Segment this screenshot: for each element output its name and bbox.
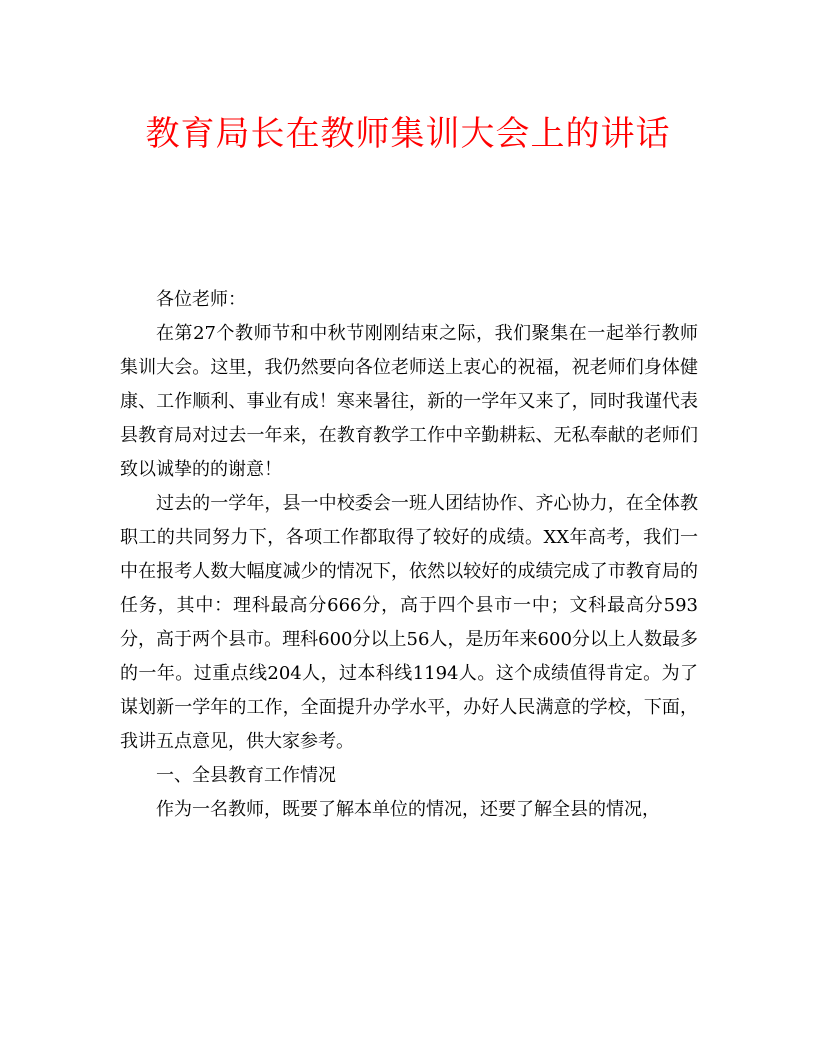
document-title: 教育局长在教师集训大会上的讲话 xyxy=(145,114,671,154)
paragraph-opening: 在第27个教师节和中秋节刚刚结束之际，我们聚集在一起举行教师集训大会。这里，我仍然要向各位老师送上衷心的祝福，祝老师们身体健康、工作顺利、事业有成！寒来暑往，新的一学年又来了，同时我谨代表县教育局对过去一年来，在教育教学工作中辛勤耕耘、无私奉献的老师们致以诚挚的的谢意！ xyxy=(120,323,698,480)
document-body xyxy=(120,283,698,827)
paragraph-achievements: 过去的一学年，县一中校委会一班人团结协作、齐心协力，在全体教职工的共同努力下，各项工作都取得了较好的成绩。XX年高考，我们一中在报考人数大幅度减少的情况下，依然以较好的成绩完成了市教育局的任务，其中：理科最高分666分，高于四个县市一中；文科最高分593分，高于两个县市。理科600分以上56人，是历年来600分以上人数最多的一年。过重点线204人，过本科线1194人。这个成绩值得肯定。为了谋划新一学年的工作，全面提升办学水平，办好人民满意的学校，下面，我讲五点意见，供大家参考。 xyxy=(120,493,698,752)
section-heading-1: 一、全县教育工作情况 xyxy=(156,765,336,786)
salutation: 各位老师： xyxy=(156,289,246,310)
paragraph-section-1: 作为一名教师，既要了解本单位的情况，还要了解全县的情况， xyxy=(156,799,660,820)
